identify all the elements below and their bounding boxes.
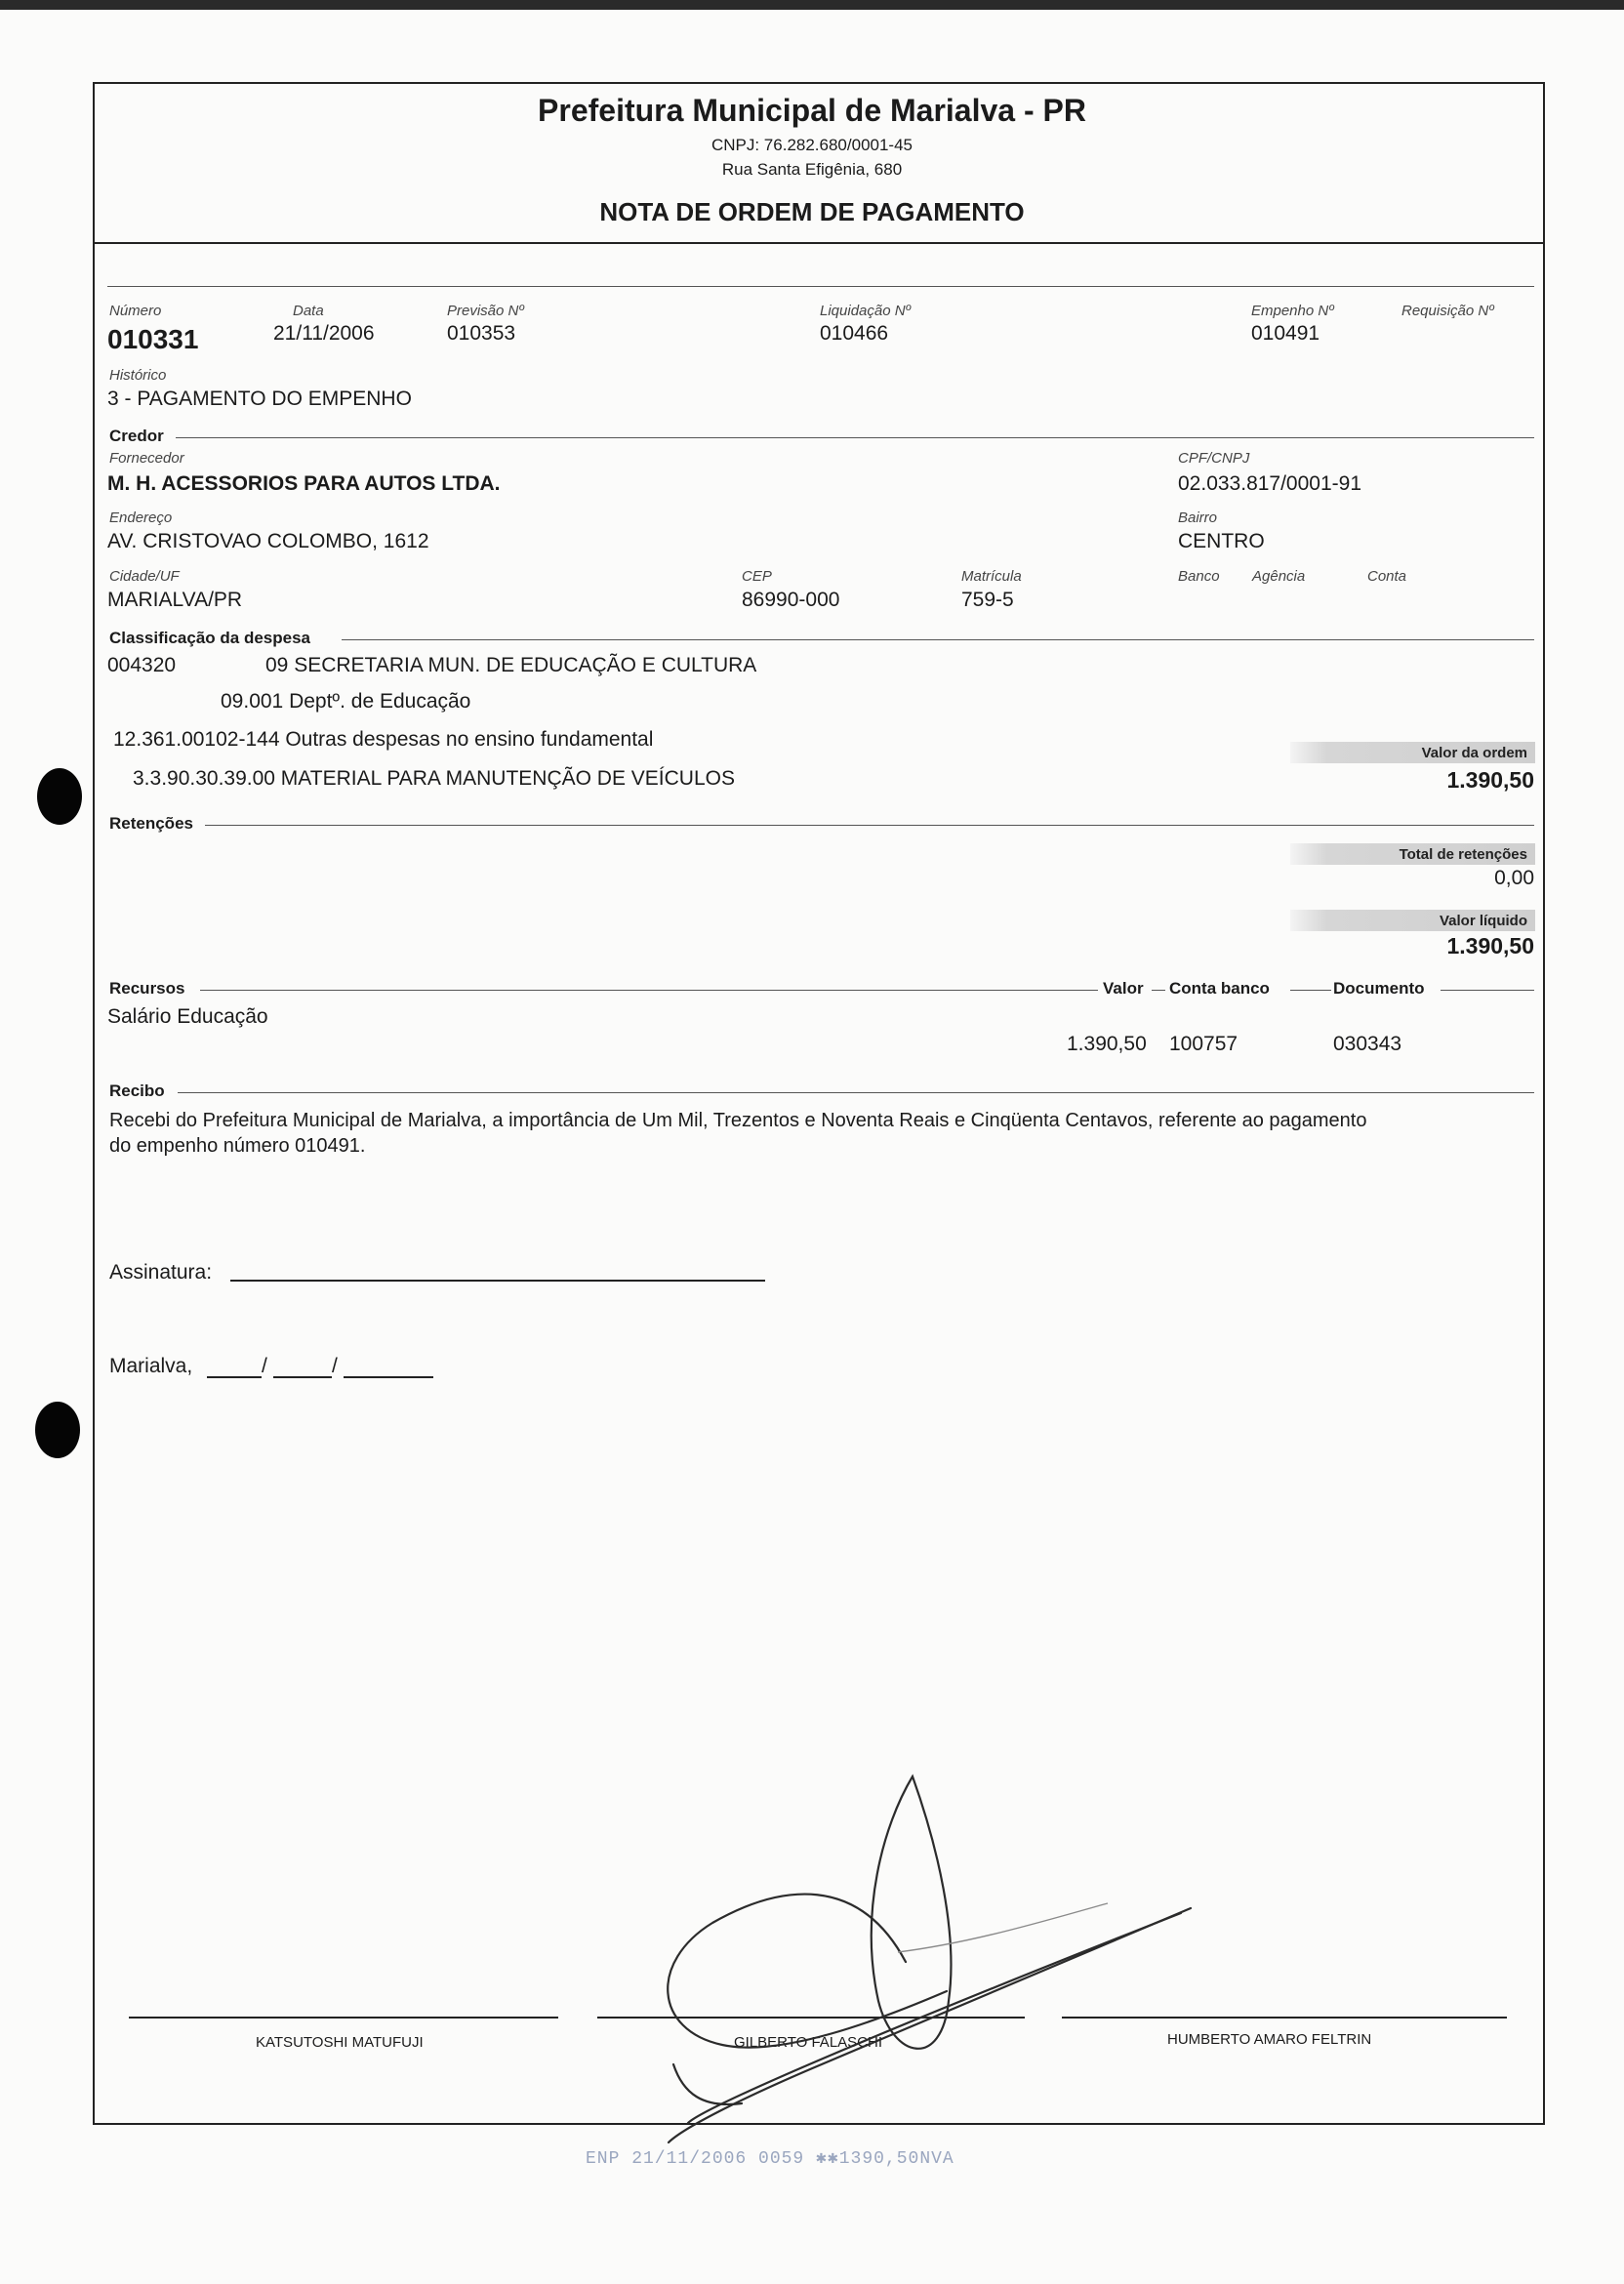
date-slash-2: /	[332, 1355, 338, 1377]
date-slash-1: /	[262, 1355, 267, 1377]
binder-hole-bottom	[35, 1402, 80, 1458]
recibo-text-line1: Recebi do Prefeitura Municipal de Marialva, a importância de Um Mil, Trezentos e Noventa Reais e Cinqüenta Centavos, referente ao pagamento	[109, 1110, 1367, 1131]
cidade-value: MARIALVA/PR	[107, 589, 243, 611]
fornecedor-value: M. H. ACESSORIOS PARA AUTOS LTDA.	[107, 472, 501, 495]
matricula-label: Matrícula	[961, 568, 1022, 585]
classificacao-code: 004320	[107, 654, 177, 676]
recursos-valor-label: Valor	[1103, 979, 1144, 998]
bank-stamp: ENP 21/11/2006 0059 ✱✱1390,50NVA	[586, 2149, 954, 2169]
requisicao-label: Requisição Nº	[1401, 303, 1494, 319]
recursos-valor: 1.390,50	[1067, 1033, 1147, 1055]
valor-liquido-label: Valor líquido	[1439, 913, 1527, 929]
bairro-label: Bairro	[1178, 510, 1218, 526]
assinatura-label: Assinatura:	[109, 1261, 213, 1284]
municipality-title: Prefeitura Municipal de Marialva - PR	[538, 93, 1086, 128]
data-value: 21/11/2006	[273, 322, 375, 345]
numero-label: Número	[109, 303, 162, 319]
endereco-value: AV. CRISTOVAO COLOMBO, 1612	[107, 530, 429, 552]
recibo-text-line2: do empenho número 010491.	[109, 1135, 366, 1157]
municipality-address: Rua Santa Efigênia, 680	[721, 160, 903, 179]
secretaria-value: 09 SECRETARIA MUN. DE EDUCAÇÃO E CULTURA	[265, 654, 757, 676]
valor-ordem-label: Valor da ordem	[1421, 745, 1527, 761]
agencia-label: Agência	[1252, 568, 1306, 585]
cep-value: 86990-000	[742, 589, 840, 611]
cpf-value: 02.033.817/0001-91	[1178, 472, 1362, 495]
municipality-cnpj: CNPJ: 76.282.680/0001-45	[710, 136, 914, 154]
empenho-label: Empenho Nº	[1251, 303, 1334, 319]
local-label: Marialva,	[109, 1355, 193, 1377]
recursos-conta: 100757	[1169, 1033, 1238, 1055]
cpf-label: CPF/CNPJ	[1178, 450, 1250, 467]
fornecedor-label: Fornecedor	[109, 450, 184, 467]
recursos-documento: 030343	[1333, 1033, 1402, 1055]
endereco-label: Endereço	[109, 510, 173, 526]
classificacao-section: Classificação da despesa	[109, 629, 311, 647]
conta-label: Conta	[1367, 568, 1407, 585]
recursos-conta-label: Conta banco	[1169, 979, 1270, 998]
previsao-value: 010353	[447, 322, 516, 345]
previsao-label: Previsão Nº	[447, 303, 524, 319]
retencoes-section: Retenções	[109, 814, 193, 833]
valor-liquido-value: 1.390,50	[1446, 933, 1534, 958]
empenho-value: 010491	[1251, 322, 1320, 345]
cidade-label: Cidade/UF	[109, 568, 180, 585]
numero-value: 010331	[107, 324, 199, 354]
dept-value: 09.001 Deptº. de Educação	[221, 690, 471, 713]
binder-hole-top	[37, 768, 82, 825]
recibo-section: Recibo	[109, 1081, 165, 1100]
total-retencoes-value: 0,00	[1494, 867, 1534, 889]
signatory-1: KATSUTOSHI MATUFUJI	[256, 2034, 424, 2051]
signatory-3: HUMBERTO AMARO FELTRIN	[1167, 2031, 1372, 2048]
total-retencoes-label: Total de retenções	[1399, 846, 1527, 863]
valor-ordem-value: 1.390,50	[1446, 767, 1534, 793]
document-title: NOTA DE ORDEM DE PAGAMENTO	[599, 197, 1025, 226]
historico-value: 3 - PAGAMENTO DO EMPENHO	[107, 387, 412, 410]
recursos-section: Recursos	[109, 979, 185, 998]
liquidacao-label: Liquidação Nº	[820, 303, 912, 319]
matricula-value: 759-5	[961, 589, 1014, 611]
data-label: Data	[293, 303, 324, 319]
banco-label: Banco	[1178, 568, 1220, 585]
elemento-value: 3.3.90.30.39.00 MATERIAL PARA MANUTENÇÃO DE VEÍCULOS	[133, 767, 735, 790]
recursos-doc-label: Documento	[1333, 979, 1425, 998]
programa-value: 12.361.00102-144 Outras despesas no ensino fundamental	[113, 728, 654, 751]
liquidacao-value: 010466	[820, 322, 889, 345]
historico-label: Histórico	[109, 367, 167, 384]
cep-label: CEP	[742, 568, 772, 585]
bairro-value: CENTRO	[1178, 530, 1265, 552]
signatory-2: GILBERTO FALASCHI	[734, 2034, 882, 2051]
recursos-fonte: Salário Educação	[107, 1005, 268, 1028]
credor-section: Credor	[109, 427, 164, 445]
